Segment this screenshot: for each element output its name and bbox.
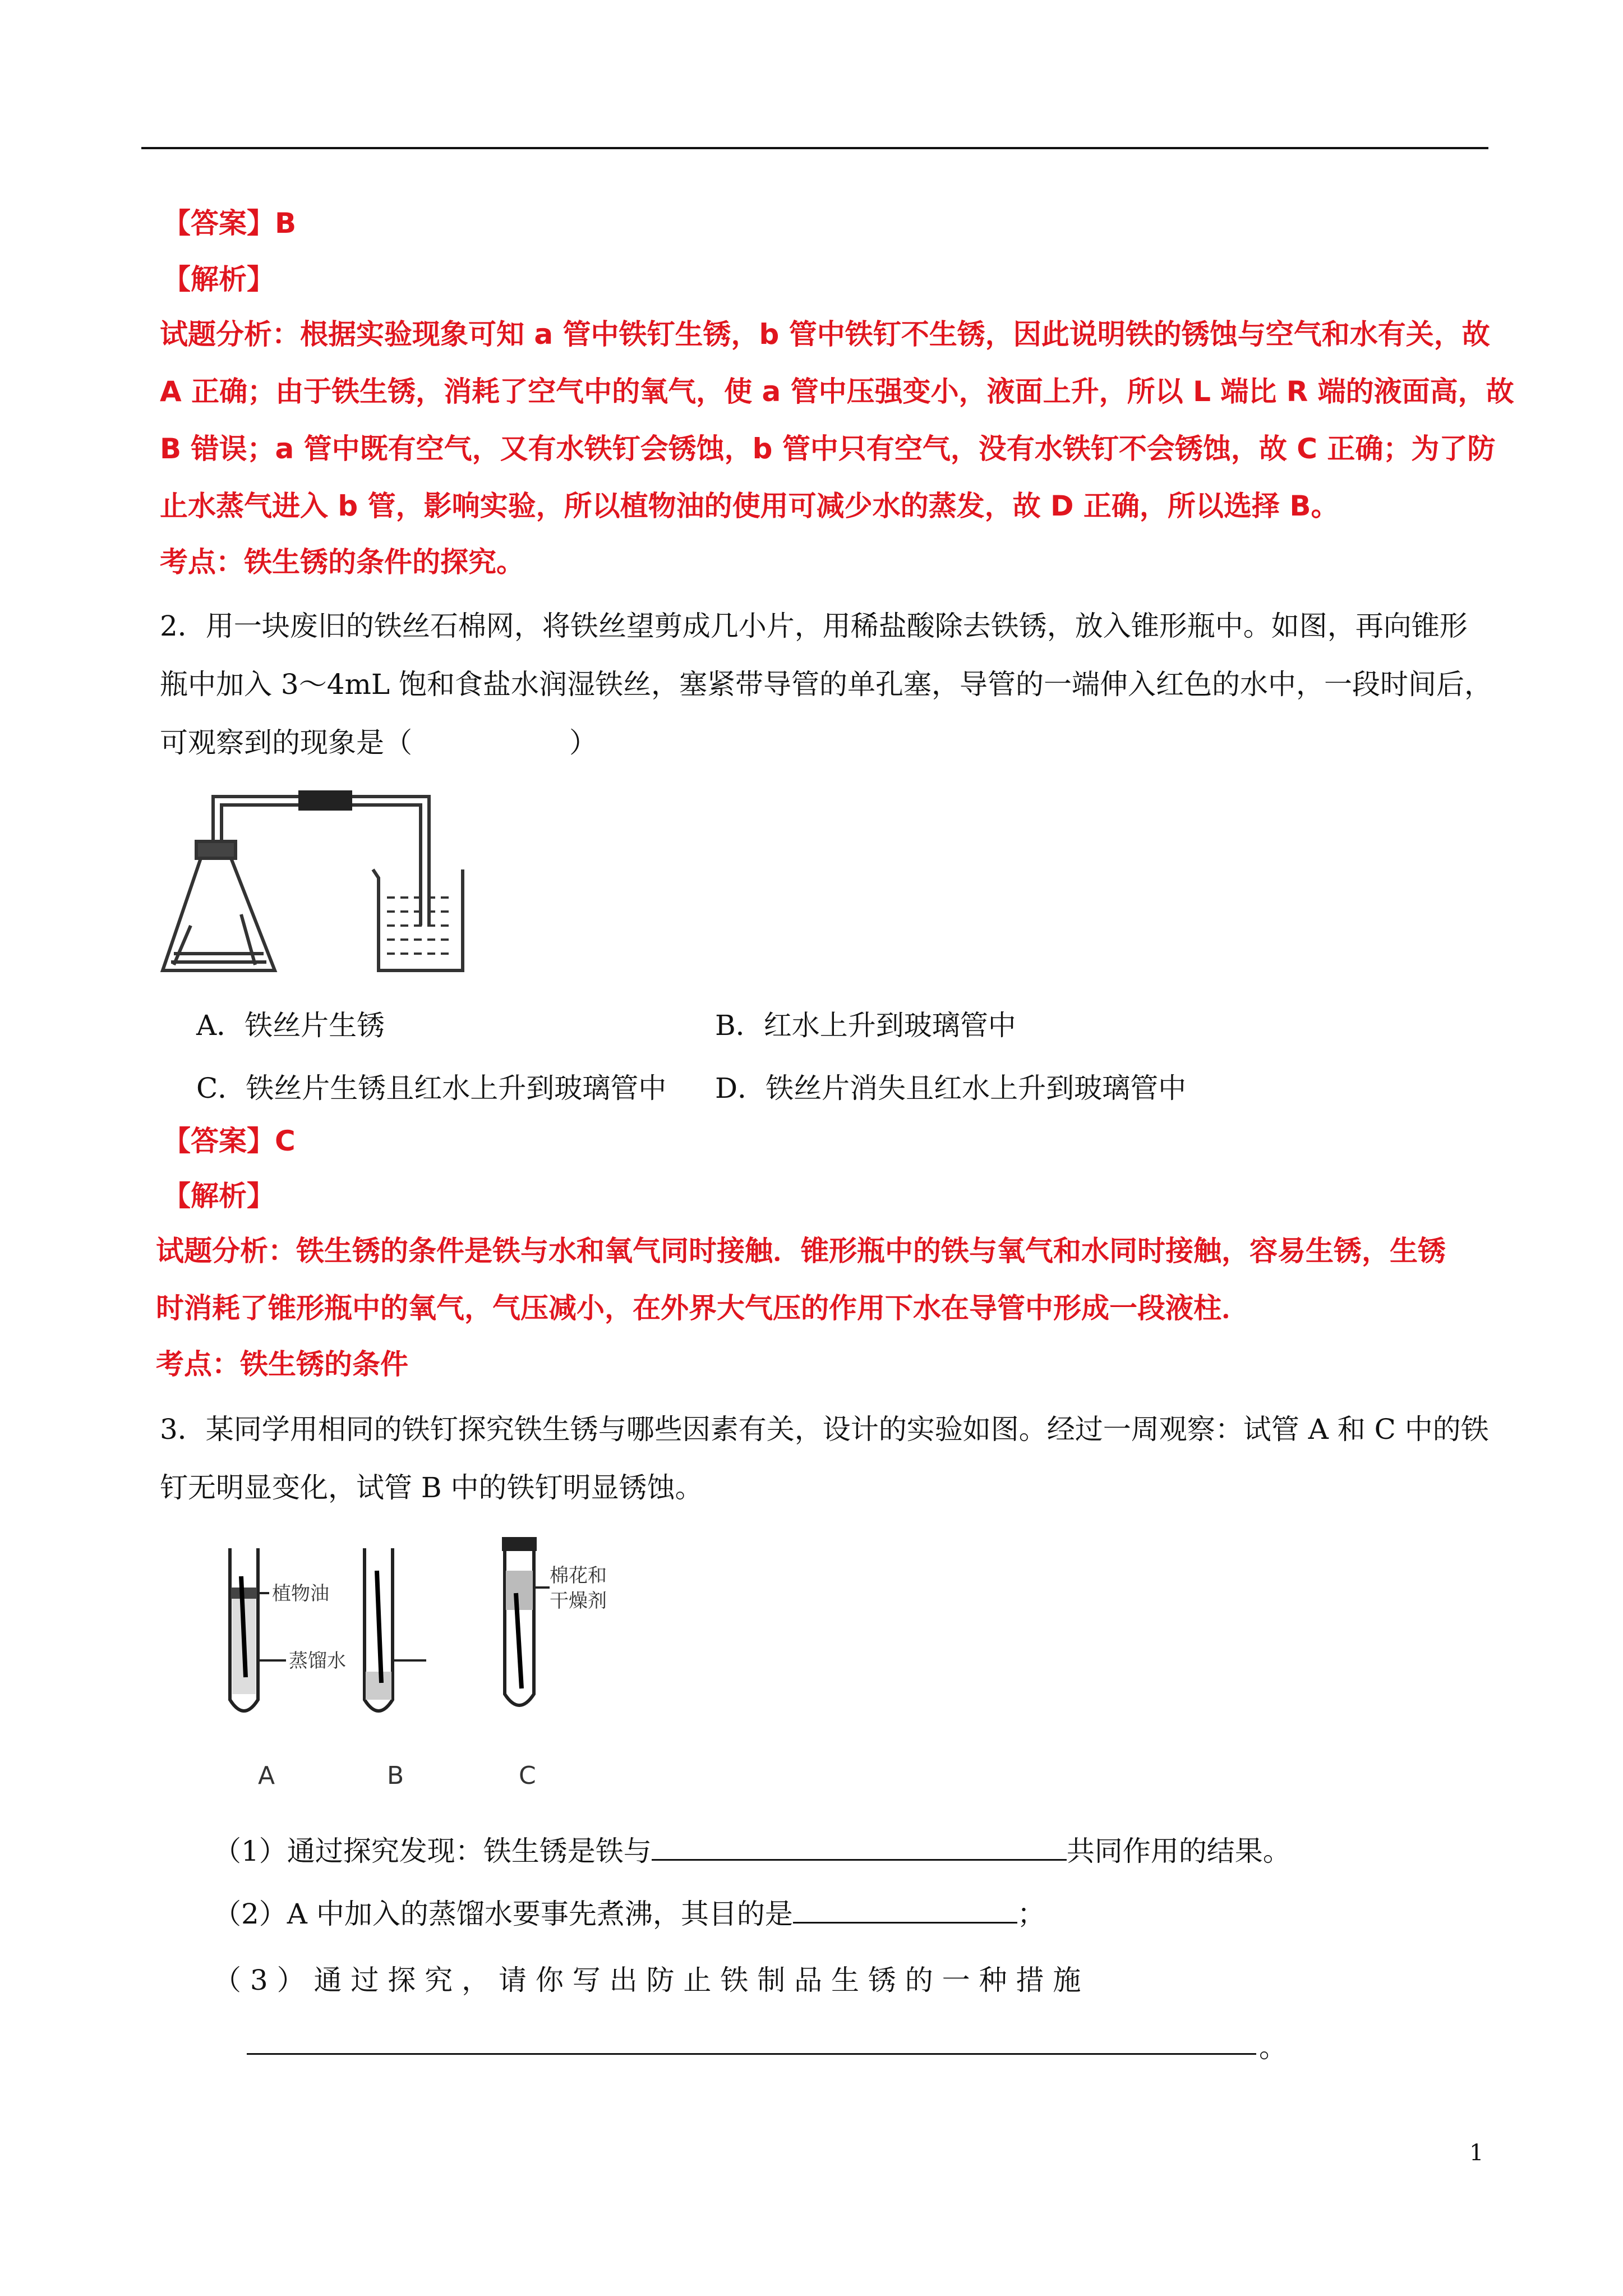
q3-sub-3: （ 3 ） 通 过 探 究 ， 请 你 写 出 防 止 铁 制 品 生 锈 的 一 种 措 施 <box>213 1964 1081 1996</box>
label-cotton-1: 棉花和 <box>550 1565 607 1587</box>
q3-stem-line-1: 3．某同学用相同的铁钉探究铁生锈与哪些因素有关，设计的实验如图。经过一周观察：试管 A 和 C 中的铁 <box>160 1413 1489 1446</box>
q2-stem-paren-close: ） <box>569 726 597 759</box>
q1-analysis-line-3: B 错误；a 管中既有空气，又有水铁钉会锈蚀，b 管中只有空气，没有水铁钉不会锈蚀，故 C 正确；为了防 <box>160 432 1496 465</box>
q3-sub2-pre: （2）A 中加入的蒸馏水要事先煮沸，其目的是 <box>213 1898 793 1930</box>
q1-answer-line <box>163 201 296 241</box>
q3-stem-line-2: 钉无明显变化，试管 B 中的铁钉明显锈蚀。 <box>160 1471 703 1504</box>
q2-option-b: B．红水上升到玻璃管中 <box>715 1009 1016 1042</box>
q2-stem-line-2: 瓶中加入 3～4mL 饱和食盐水润湿铁丝，塞紧带导管的单孔塞，导管的一端伸入红色的水中，一段时间后， <box>160 668 1493 701</box>
q1-kaodian: 考点：铁生锈的条件的探究。 <box>160 546 524 578</box>
q2-answer: C <box>275 1125 296 1157</box>
label-water: 蒸馏水 <box>289 1650 346 1672</box>
label-tube-a: A <box>258 1761 275 1790</box>
q3-sub-2 <box>213 1892 1045 1932</box>
label-cotton-2: 干燥剂 <box>550 1590 607 1612</box>
q1-answer-tag: 【答案】 <box>163 207 275 240</box>
q1-answer: B <box>275 207 297 240</box>
q3-test-tubes-figure <box>213 1537 695 1795</box>
q3-sub1-post: 共同作用的结果。 <box>1066 1835 1291 1867</box>
q3-sub2-post: ； <box>1017 1898 1045 1930</box>
q3-sub3-end: 。 <box>1259 2031 1287 2064</box>
q2-analysis-line-1: 试题分析：铁生锈的条件是铁与水和氧气同时接触．锥形瓶中的铁与氧气和水同时接触，容易生锈，生锈 <box>156 1235 1446 1267</box>
page-number: 1 <box>1469 2140 1484 2166</box>
q2-answer-line <box>163 1119 296 1159</box>
q3-sub3-blank[interactable] <box>247 2053 1256 2055</box>
q2-answer-tag: 【答案】 <box>163 1125 275 1157</box>
q2-analysis-tag: 【解析】 <box>163 1180 275 1212</box>
header-rule <box>141 147 1488 149</box>
q3-sub-1 <box>213 1829 1291 1869</box>
q1-analysis-line-1: 试题分析：根据实验现象可知 a 管中铁钉生锈，b 管中铁钉不生锈，因此说明铁的锈蚀与空气和水有关，故 <box>160 318 1490 351</box>
q3-sub1-pre: （1）通过探究发现：铁生锈是铁与 <box>213 1835 652 1867</box>
q2-kaodian: 考点：铁生锈的条件 <box>156 1348 408 1381</box>
q1-analysis-line-2: A 正确；由于铁生锈，消耗了空气中的氧气，使 a 管中压强变小，液面上升，所以 L 端比 R 端的液面高，故 <box>160 375 1514 408</box>
q2-option-a: A．铁丝片生锈 <box>196 1009 385 1042</box>
q2-stem-paren-open: 可观察到的现象是（ <box>160 726 412 759</box>
q2-option-d: D．铁丝片消失且红水上升到玻璃管中 <box>715 1072 1187 1105</box>
label-oil: 植物油 <box>272 1582 329 1605</box>
q2-stem-line-1: 2．用一块废旧的铁丝石棉网，将铁丝望剪成几小片，用稀盐酸除去铁锈，放入锥形瓶中。如图，再向锥形 <box>160 610 1468 642</box>
q2-stem-line-3 <box>160 720 597 761</box>
q3-sub1-blank[interactable] <box>652 1832 1067 1861</box>
label-tube-b: B <box>387 1761 404 1790</box>
q2-apparatus-figure <box>157 785 471 976</box>
q3-sub2-blank[interactable] <box>793 1895 1017 1924</box>
q1-analysis-line-4: 止水蒸气进入 b 管，影响实验，所以植物油的使用可减少水的蒸发，故 D 正确，所以选择 B。 <box>160 490 1339 522</box>
label-tube-c: C <box>519 1761 536 1790</box>
q2-analysis-line-2: 时消耗了锥形瓶中的氧气，气压减小，在外界大气压的作用下水在导管中形成一段液柱． <box>156 1292 1249 1324</box>
q2-option-c: C．铁丝片生锈且红水上升到玻璃管中 <box>196 1072 667 1105</box>
q1-analysis-tag: 【解析】 <box>163 263 275 296</box>
